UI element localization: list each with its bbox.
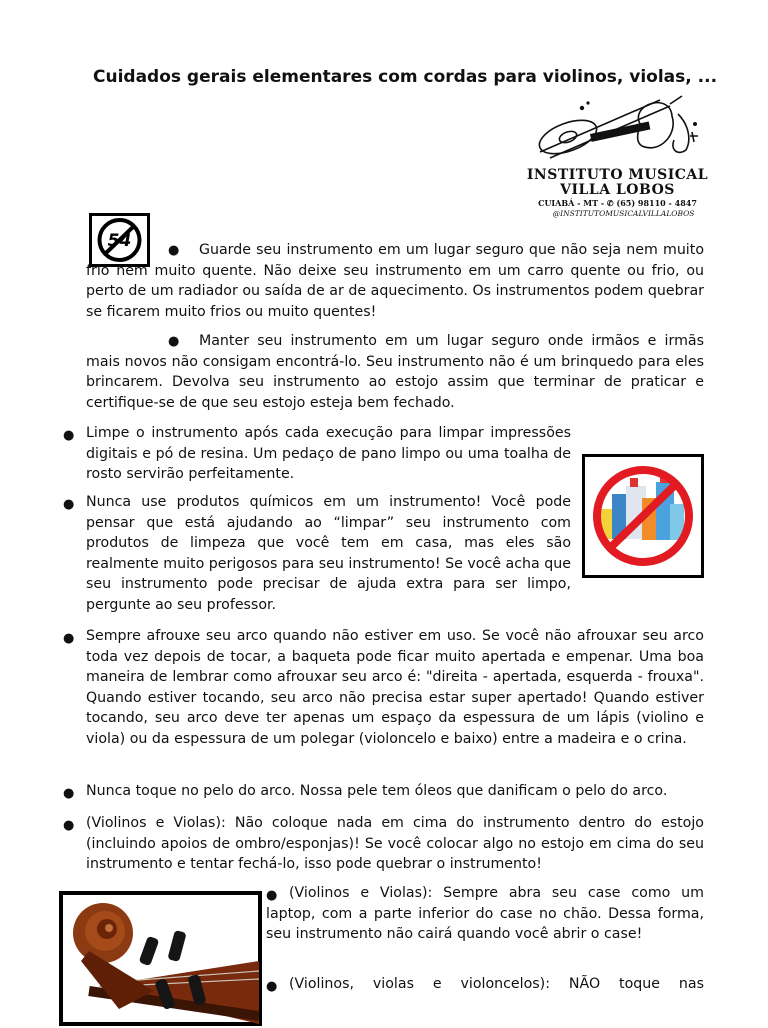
bullet-3: ● xyxy=(63,428,75,443)
instruments-drawing-icon xyxy=(520,94,715,174)
paragraph-6: Nunca toque no pelo do arco. Nossa pele tem óleos que danificam o pelo do arco. xyxy=(86,783,668,799)
svg-text:54: 54 xyxy=(107,231,132,251)
bullet-6: ● xyxy=(63,786,75,801)
paragraph-1: Guarde seu instrumento em um lugar seguro que não seja nem muito frio nem muito quente. Não deixe seu instrumento em um carro quente ou frio, ou perto de um radiador ou saída de ar de aquecimento. Os instrumentos podem quebrar se ficarem muito frios ou muito quentes! xyxy=(86,242,704,320)
bullet-7: ● xyxy=(63,818,75,833)
paragraph-8: (Violinos e Violas): Sempre abra seu case como um laptop, com a parte inferior do case no chão. Dessa forma, seu instrumento não cairá quando você abrir o case! xyxy=(266,885,704,943)
bullet-8: ● xyxy=(266,888,278,903)
paragraph-5: Sempre afrouxe seu arco quando não estiver em uso. Se você não afrouxar seu arco toda vez depois de tocar, a baqueta pode ficar muito apertada e empenar. Uma boa maneira de lembrar como afrouxar seu arco é: "direita - apertada, esquerda - frouxa". Quando estiver tocando, seu arco não precisa estar super apertado! Quando estiver tocando, seu arco deve ter apenas um espaço da espessura de um lápis (violino e viola) ou da espessura de um polegar (violoncelo e baixo) entre a madeira e o crina. xyxy=(86,628,704,747)
bullet-9: ● xyxy=(266,979,278,994)
paragraph-3: Limpe o instrumento após cada execução para limpar impressões digitais e pó de resina. Um pedaço de pano limpo ou uma toalha de rosto servirão perfeitamente. xyxy=(86,425,571,483)
paragraph-9: (Violinos, violas e violoncelos): NÃO toque nas xyxy=(289,976,704,992)
bullet-2: ● xyxy=(168,334,180,349)
bullet-5: ● xyxy=(63,631,75,646)
paragraph-2: Manter seu instrumento em um lugar seguro onde irmãos e irmãs mais novos não consigam encontrá-lo. Seu instrumento não é um brinquedo para eles brincarem. Devolva seu instrumento ao estojo assim que terminar de praticar e certifique-se de que seu estojo esteja bem fechado. xyxy=(86,333,704,411)
no-chemicals-icon xyxy=(582,454,704,578)
bullet-1: ● xyxy=(168,243,180,258)
bullet-4: ● xyxy=(63,497,75,512)
paragraph-4: Nunca use produtos químicos em um instrumento! Você pode pensar que está ajudando ao “limpar” seu instrumento com produtos de limpeza que você tem em casa, mas eles são realmente muito perigosos para seu instrumento! Se você acha que seu instrumento pode precisar de ajuda extra para ser limpo, pergunte ao seu professor. xyxy=(86,494,571,613)
paragraph-7: (Violinos e Violas): Não coloque nada em cima do instrumento dentro do estojo (incluindo apoios de ombro/esponjas)! Se você colocar algo no estojo em cima do seu instrumento e tentar fechá-lo, isso pode quebrar o instrumento! xyxy=(86,815,704,873)
logo-line-2: VILLA LOBOS xyxy=(560,182,675,198)
logo-instagram: @INSTITUTOMUSICALVILLALOBOS xyxy=(552,209,695,218)
logo-line-1: INSTITUTO MUSICAL xyxy=(526,167,709,183)
logo-contact: CUIABÁ - MT - ✆ (65) 98110 - 4847 xyxy=(538,198,697,208)
violin-scroll-photo xyxy=(59,891,262,1024)
institute-logo xyxy=(520,94,715,222)
page-title: Cuidados gerais elementares com cordas para violinos, violas, ... xyxy=(93,67,718,87)
